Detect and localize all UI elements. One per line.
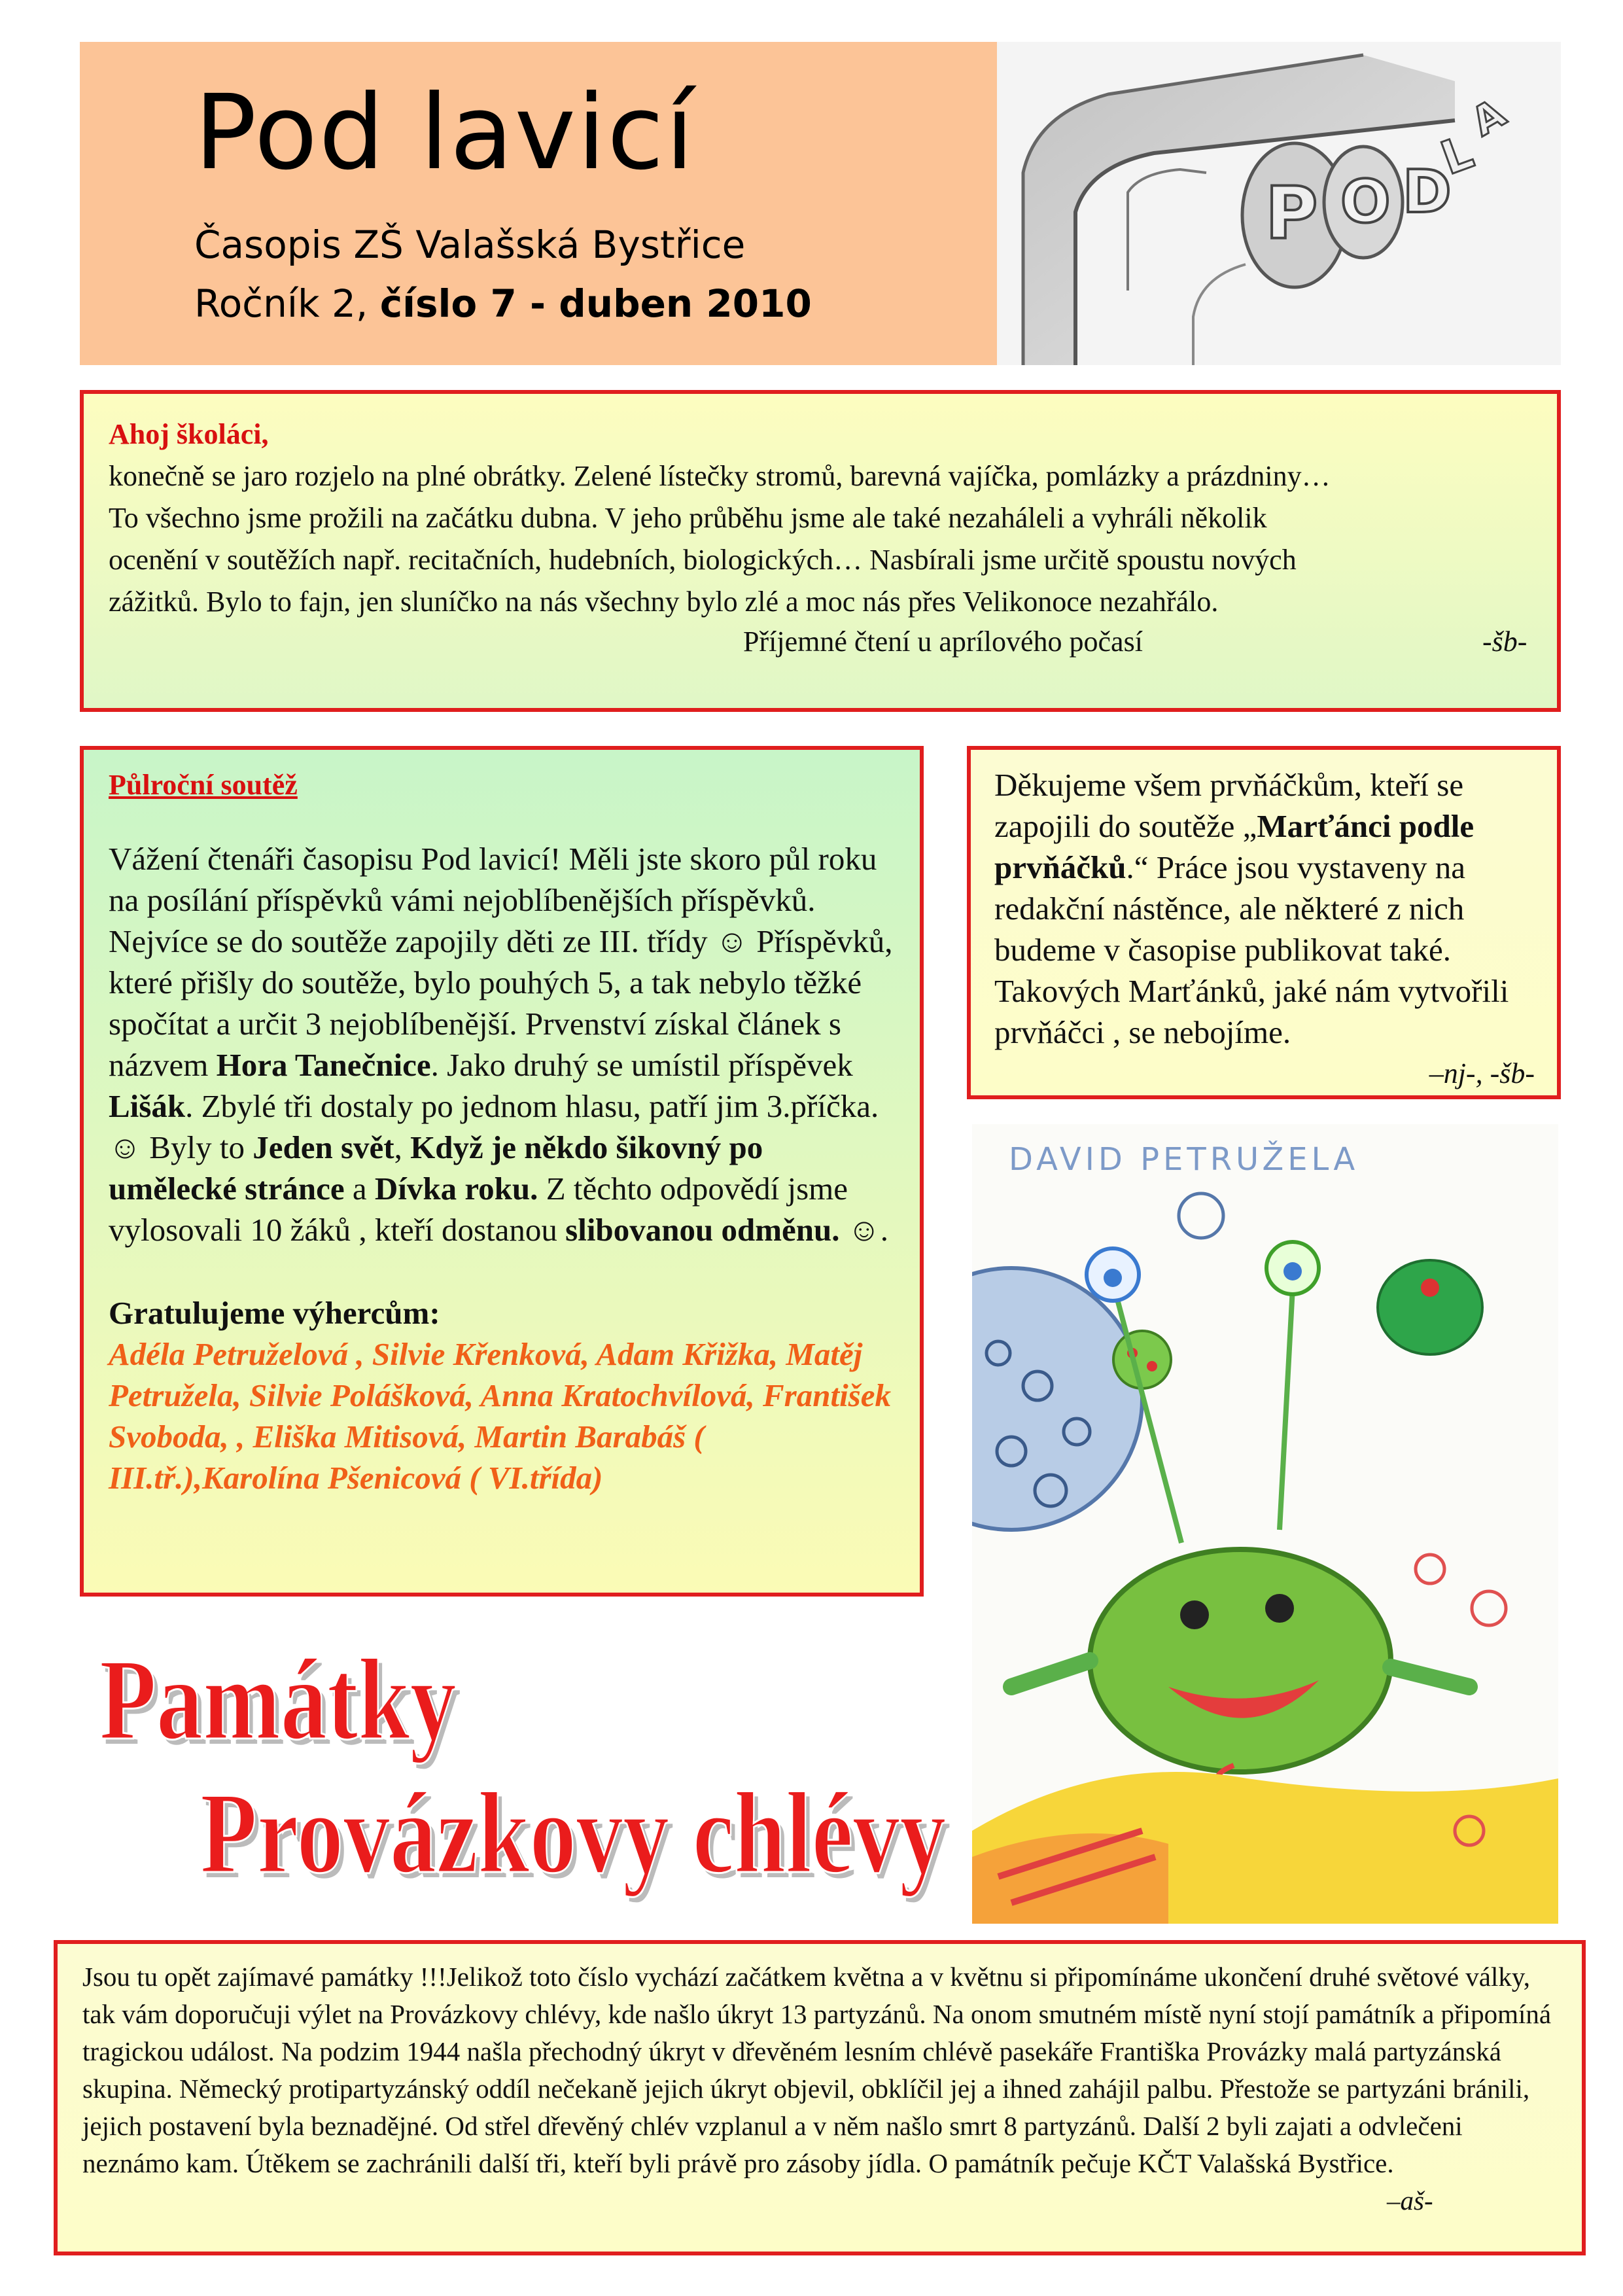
- greeting-line-1: konečně se jaro rozjelo na plné obrátky. Zelené lístečky stromů, barevná vajíčka, pomlázky a prázdniny…: [109, 460, 1331, 492]
- svg-text:P: P: [1265, 171, 1318, 255]
- martian-drawing-icon: [972, 1124, 1558, 1924]
- svg-text:L: L: [1434, 125, 1480, 186]
- contest-article-box: [80, 746, 924, 1597]
- drawing-author-name: DAVID PETRUŽELA: [1009, 1141, 1359, 1178]
- second-place-title: Lišák: [109, 1088, 186, 1124]
- magazine-subtitle: Časopis ZŠ Valašská Bystřice: [194, 222, 746, 267]
- logo-sketch-image: [997, 42, 1561, 365]
- thanks-box: [967, 746, 1561, 1099]
- contest-text-1: Vážení čtenáři časopisu Pod lavicí! Měli jste skoro půl roku na posílání příspěvků vámi nejoblíbenějších příspěvků. Nejvíce se do soutěže zapojily děti ze III. třídy ☺ Příspěvků, které přišly do soutěže, bylo pouhých 5, a tak nebylo těžké spočítat a určit 3 nejoblíbenější. Prvenství získal článek s názvem: [109, 841, 893, 1083]
- contest-text-2: . Jako druhý se umístil příspěvek: [430, 1047, 853, 1083]
- masthead: [80, 42, 997, 365]
- monuments-heading: Památky: [99, 1634, 457, 1764]
- issue-info: [194, 281, 812, 326]
- thanks-author: –nj-, -šb-: [1429, 1057, 1535, 1089]
- contest-text-4: Z těchto odpovědí jsme vylosovali 10 žáků , kteří dostanou: [109, 1171, 848, 1248]
- third-place-title-b: Když je někdo šikovný po umělecké stránce: [109, 1129, 763, 1207]
- desk-sketch-icon: [997, 42, 1561, 365]
- thanks-contest-title: Marťánci podle prvňáčků: [994, 808, 1475, 885]
- contest-separator-2: a: [352, 1171, 367, 1207]
- monument-author: –aš-: [1387, 2185, 1433, 2216]
- contest-separator-1: ,: [394, 1129, 402, 1165]
- monument-text: Jsou tu opět zajímavé památky !!!Jelikož toto číslo vychází začátkem května a v květnu si připomínáme ukončení druhé světové války, tak vám doporučuji výlet na Provázkovy chlévy, kde našlo úkryt 13 partyzánů. Na onom smutném místě nyní stojí památník a připomíná tragickou událost. Na podzim 1944 našla přechodný úkryt v dřevěném lesním chlévě pasekáře Františka Provázky malá partyzánská skupina. Německý protipartyzánský oddíl nečekaně jejich úkryt objevil, obklíčil jej a ihned zahájil palbu. Přestože se partyzáni bránili, jejich postavení byla beznadějné. Od střel dřevěný chlév vzplanul a v něm našlo smrt 8 partyzánů. Další 2 byli zajati a odvlečeni neznámo kam. Útěkem se zachránili další tři, kteří byli právě pro zásoby jídla. O památník pečuje KČT Valašská Bystřice.: [82, 1962, 1552, 2178]
- third-place-title-a: Jeden svět: [253, 1129, 394, 1165]
- thanks-text-1: Děkujeme všem prvňáčkům, kteří se zapojili do soutěže „: [994, 767, 1464, 844]
- monuments-subheading: Provázkovy chlévy: [200, 1768, 947, 1898]
- greeting-line-2: To všechno jsme prožili na začátku dubna. V jeho průběhu jsme ale také nezaháleli a vyhráli několik: [109, 502, 1267, 534]
- contest-text-5: ☺.: [847, 1212, 889, 1248]
- svg-text:O: O: [1340, 168, 1391, 236]
- greeting-sign-off: Příjemné čtení u aprílového počasí: [743, 626, 1143, 658]
- thanks-body: [994, 764, 1535, 1053]
- greeting-line-3: ocenění v soutěžích např. recitačních, hudebních, biologických… Nasbírali jsme určitě spoustu nových: [109, 544, 1297, 576]
- svg-text:A: A: [1463, 90, 1514, 145]
- third-place-title-c: Dívka roku.: [374, 1171, 538, 1207]
- child-drawing-image: [972, 1124, 1558, 1924]
- monument-article-box: [54, 1940, 1586, 2255]
- reward-text: slibovanou odměnu.: [565, 1212, 840, 1248]
- svg-text:D: D: [1403, 158, 1452, 226]
- winners-list: Adéla Petruželová , Silvie Křenková, Adam Křižka, Matěj Petružela, Silvie Polášková, Anna Kratochvílová, František Svoboda, , Eliška Mitisová, Martin Barabáš ( III.tř.),Karolína Pšenicová ( VI.třída): [109, 1336, 892, 1496]
- greeting-author: -šb-: [1482, 626, 1527, 658]
- first-place-title: Hora Tanečnice: [216, 1047, 431, 1083]
- magazine-title: Pod lavicí: [194, 73, 695, 193]
- greeting-heading: Ahoj školáci,: [109, 418, 269, 450]
- issue-volume: Ročník 2,: [194, 281, 368, 326]
- contest-text-3: . Zbylé tři dostaly po jednom hlasu, patří jim 3.příčka. ☺ Byly to: [109, 1088, 879, 1165]
- contest-heading: Půlroční soutěž: [109, 769, 298, 801]
- editorial-greeting-box: [80, 390, 1561, 712]
- thanks-text-2: .“ Práce jsou vystaveny na redakční nástěnce, ale některé z nich budeme v časopise publikovat také. Takových Marťánků, jaké nám vytvořili prvňáčci , se nebojíme.: [994, 849, 1509, 1050]
- contest-body: [109, 838, 895, 1250]
- issue-number-date: číslo 7 - duben 2010: [379, 281, 812, 326]
- congrats-heading: Gratulujeme výhercům:: [109, 1295, 440, 1331]
- greeting-line-4: zážitků. Bylo to fajn, jen sluníčko na nás všechny bylo zlé a moc nás přes Velikonoce nezahřálo.: [109, 586, 1219, 618]
